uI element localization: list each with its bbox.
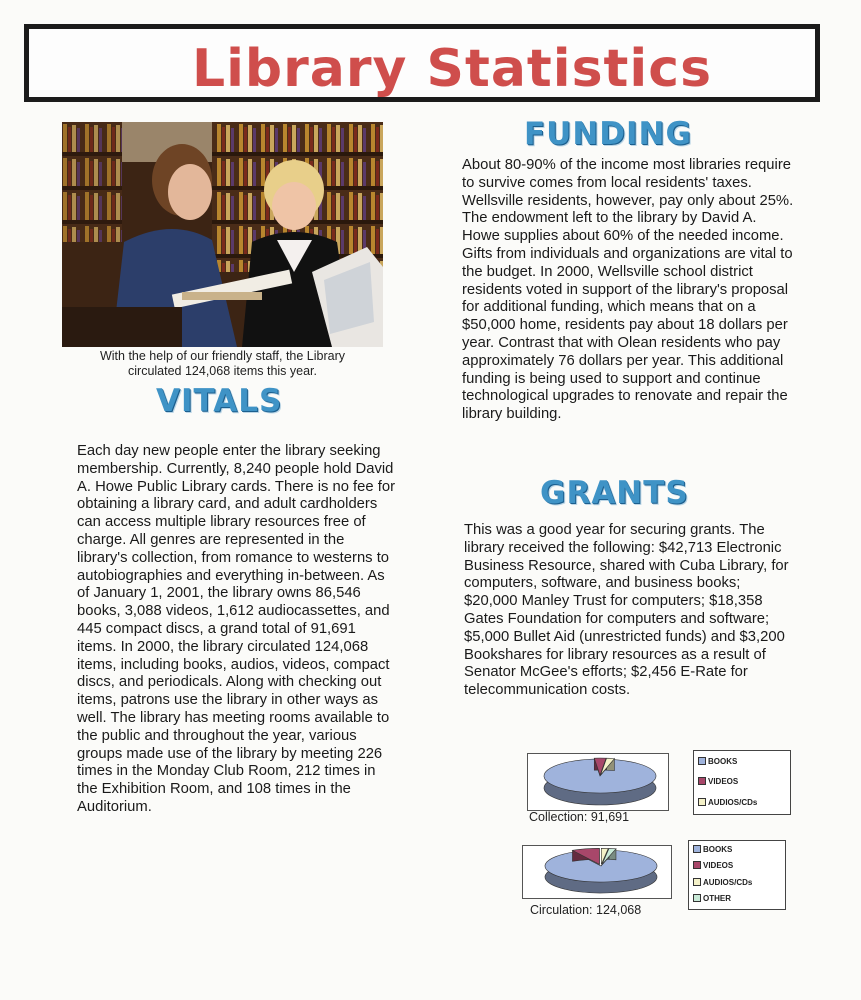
photo-caption-line1: With the help of our friendly staff, the Library [99,349,346,363]
collection-legend-books: BOOKS [698,757,737,767]
collection-pie [528,754,668,810]
staff-photo [62,122,383,347]
page-title: Library Statistics [191,39,713,99]
circulation-pie-frame [522,845,672,899]
staff-photo-illustration [62,122,383,347]
collection-pie-frame [527,753,669,811]
circulation-legend-videos: VIDEOS [693,861,733,871]
collection-chart-title: Collection: 91,691 [529,810,630,824]
circulation-legend [688,840,786,910]
circulation-pie [523,846,671,898]
circulation-legend-other: OTHER [693,894,731,904]
vitals-heading: VITALS [156,383,283,419]
grants-heading: GRANTS [540,475,689,511]
funding-heading: FUNDING [524,116,692,152]
grants-text: This was a good year for securing grants. The library received the following: $42,713 Electronic Business Resource, shared with Cuba Library, for computers, software, and business books; $20,000 Manley Trust for computers; $18,358 Gates Foundation for computers and software; $5,000 Bullet Aid (unrestricted funds) and $3,200 Bookshares for library resources as a result of Senator McGee's efforts; $2,456 E-Rate for telecommunication costs. [464,522,789,699]
collection-chart [527,750,792,825]
circulation-legend-audios: AUDIOS/CDs [693,878,752,888]
title-banner [24,24,820,102]
collection-legend-videos: VIDEOS [698,777,738,787]
photo-caption-line2: circulated 124,068 items this year. [128,364,317,378]
funding-text: About 80-90% of the income most libraries require to survive comes from local residents' taxes. Wellsville residents, however, pay only about 25%. The endowment left to the library by David A. Howe supplies about 60% of the needed income. Gifts from individuals and organizations are vital to the budget. In 2000, Wellsville school district residents voted in support of the library's proposal for additional funding, which means that on a $50,000 home, residents pay about 18 dollars per year. Contrast that with Olean residents who pay approximately 76 dollars per year. This additional funding is being used to support and continue technological upgrades to renovate and repair the library building. [462,157,794,423]
circulation-legend-books: BOOKS [693,845,732,855]
photo-caption [62,349,383,379]
circulation-chart [522,838,792,918]
vitals-text: Each day new people enter the library seeking membership. Currently, 8,240 people hold David A. Howe Public Library cards. There is no fee for obtaining a library card, and adult cardholders can access multiple library resources free of charge. All genres are represented in the library's collection, from romance to westerns to autobiographies and everything in-between. As of January 1, 2001, the library owns 86,546 books, 3,088 videos, 1,612 audiocassettes, and 445 compact discs, a grand total of 91,691 items. In 2000, the library circulated 124,068 items, including books, audios, videos, compact discs, and periodicals. Along with checking out items, patrons use the library in other ways as well. The library has meeting rooms available to the public and throughout the year, various groups made use of the library by meeting 226 times in the Monday Club Room, 212 times in the Exhibition Room, and 108 times in the Auditorium. [77,443,396,815]
collection-legend [693,750,791,815]
collection-legend-audios: AUDIOS/CDs [698,798,757,808]
circulation-chart-title: Circulation: 124,068 [530,903,642,917]
